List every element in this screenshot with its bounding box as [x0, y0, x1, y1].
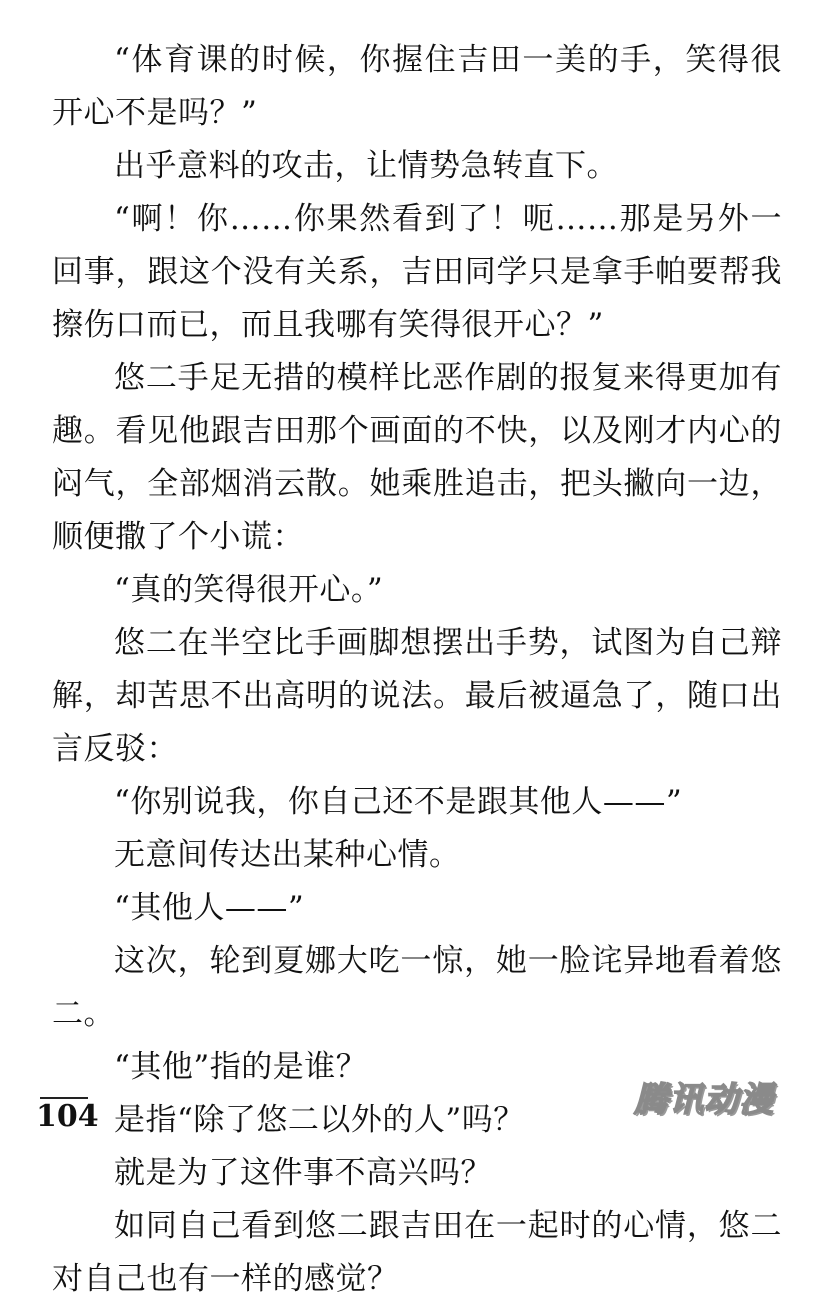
paragraph: “啊！你……你果然看到了！呃……那是另外一回事，跟这个没有关系，吉田同学只是拿手帕要帮我擦伤口而已，而且我哪有笑得很开心？”: [52, 201, 782, 343]
paragraph: “你别说我，你自己还不是跟其他人——”: [114, 784, 683, 820]
paragraph: 无意间传达出某种心情。: [114, 837, 461, 873]
paragraph: 出乎意料的攻击，让情势急转直下。: [114, 148, 618, 184]
paragraph: 如同自己看到悠二跟吉田在一起时的心情，悠二对自己也有一样的感觉？: [52, 1208, 782, 1297]
paragraph: 悠二在半空比手画脚想摆出手势，试图为自己辩解，却苦思不出高明的说法。最后被逼急了，随口出言反驳：: [52, 625, 782, 767]
paragraph: “其他人——”: [114, 890, 305, 926]
page-number: 104: [36, 1099, 99, 1134]
paragraph: 悠二手足无措的模样比恶作剧的报复来得更加有趣。看见他跟吉田那个画面的不快，以及刚才内心的闷气，全部烟消云散。她乘胜追击，把头撇向一边，顺便撒了个小谎：: [52, 360, 782, 555]
paragraph: 是指“除了悠二以外的人”吗？: [114, 1102, 525, 1138]
paragraph: “其他”指的是谁？: [114, 1049, 368, 1085]
paragraph: “真的笑得很开心。”: [114, 572, 384, 608]
watermark-logo: [606, 1072, 802, 1120]
paragraph: 这次，轮到夏娜大吃一惊，她一脸诧异地看着悠二。: [52, 943, 782, 1032]
paragraph: 就是为了这件事不高兴吗？: [114, 1155, 492, 1191]
paragraph: “体育课的时候，你握住吉田一美的手，笑得很开心不是吗？”: [52, 42, 782, 131]
watermark-text: 腾讯动漫: [634, 1079, 774, 1120]
